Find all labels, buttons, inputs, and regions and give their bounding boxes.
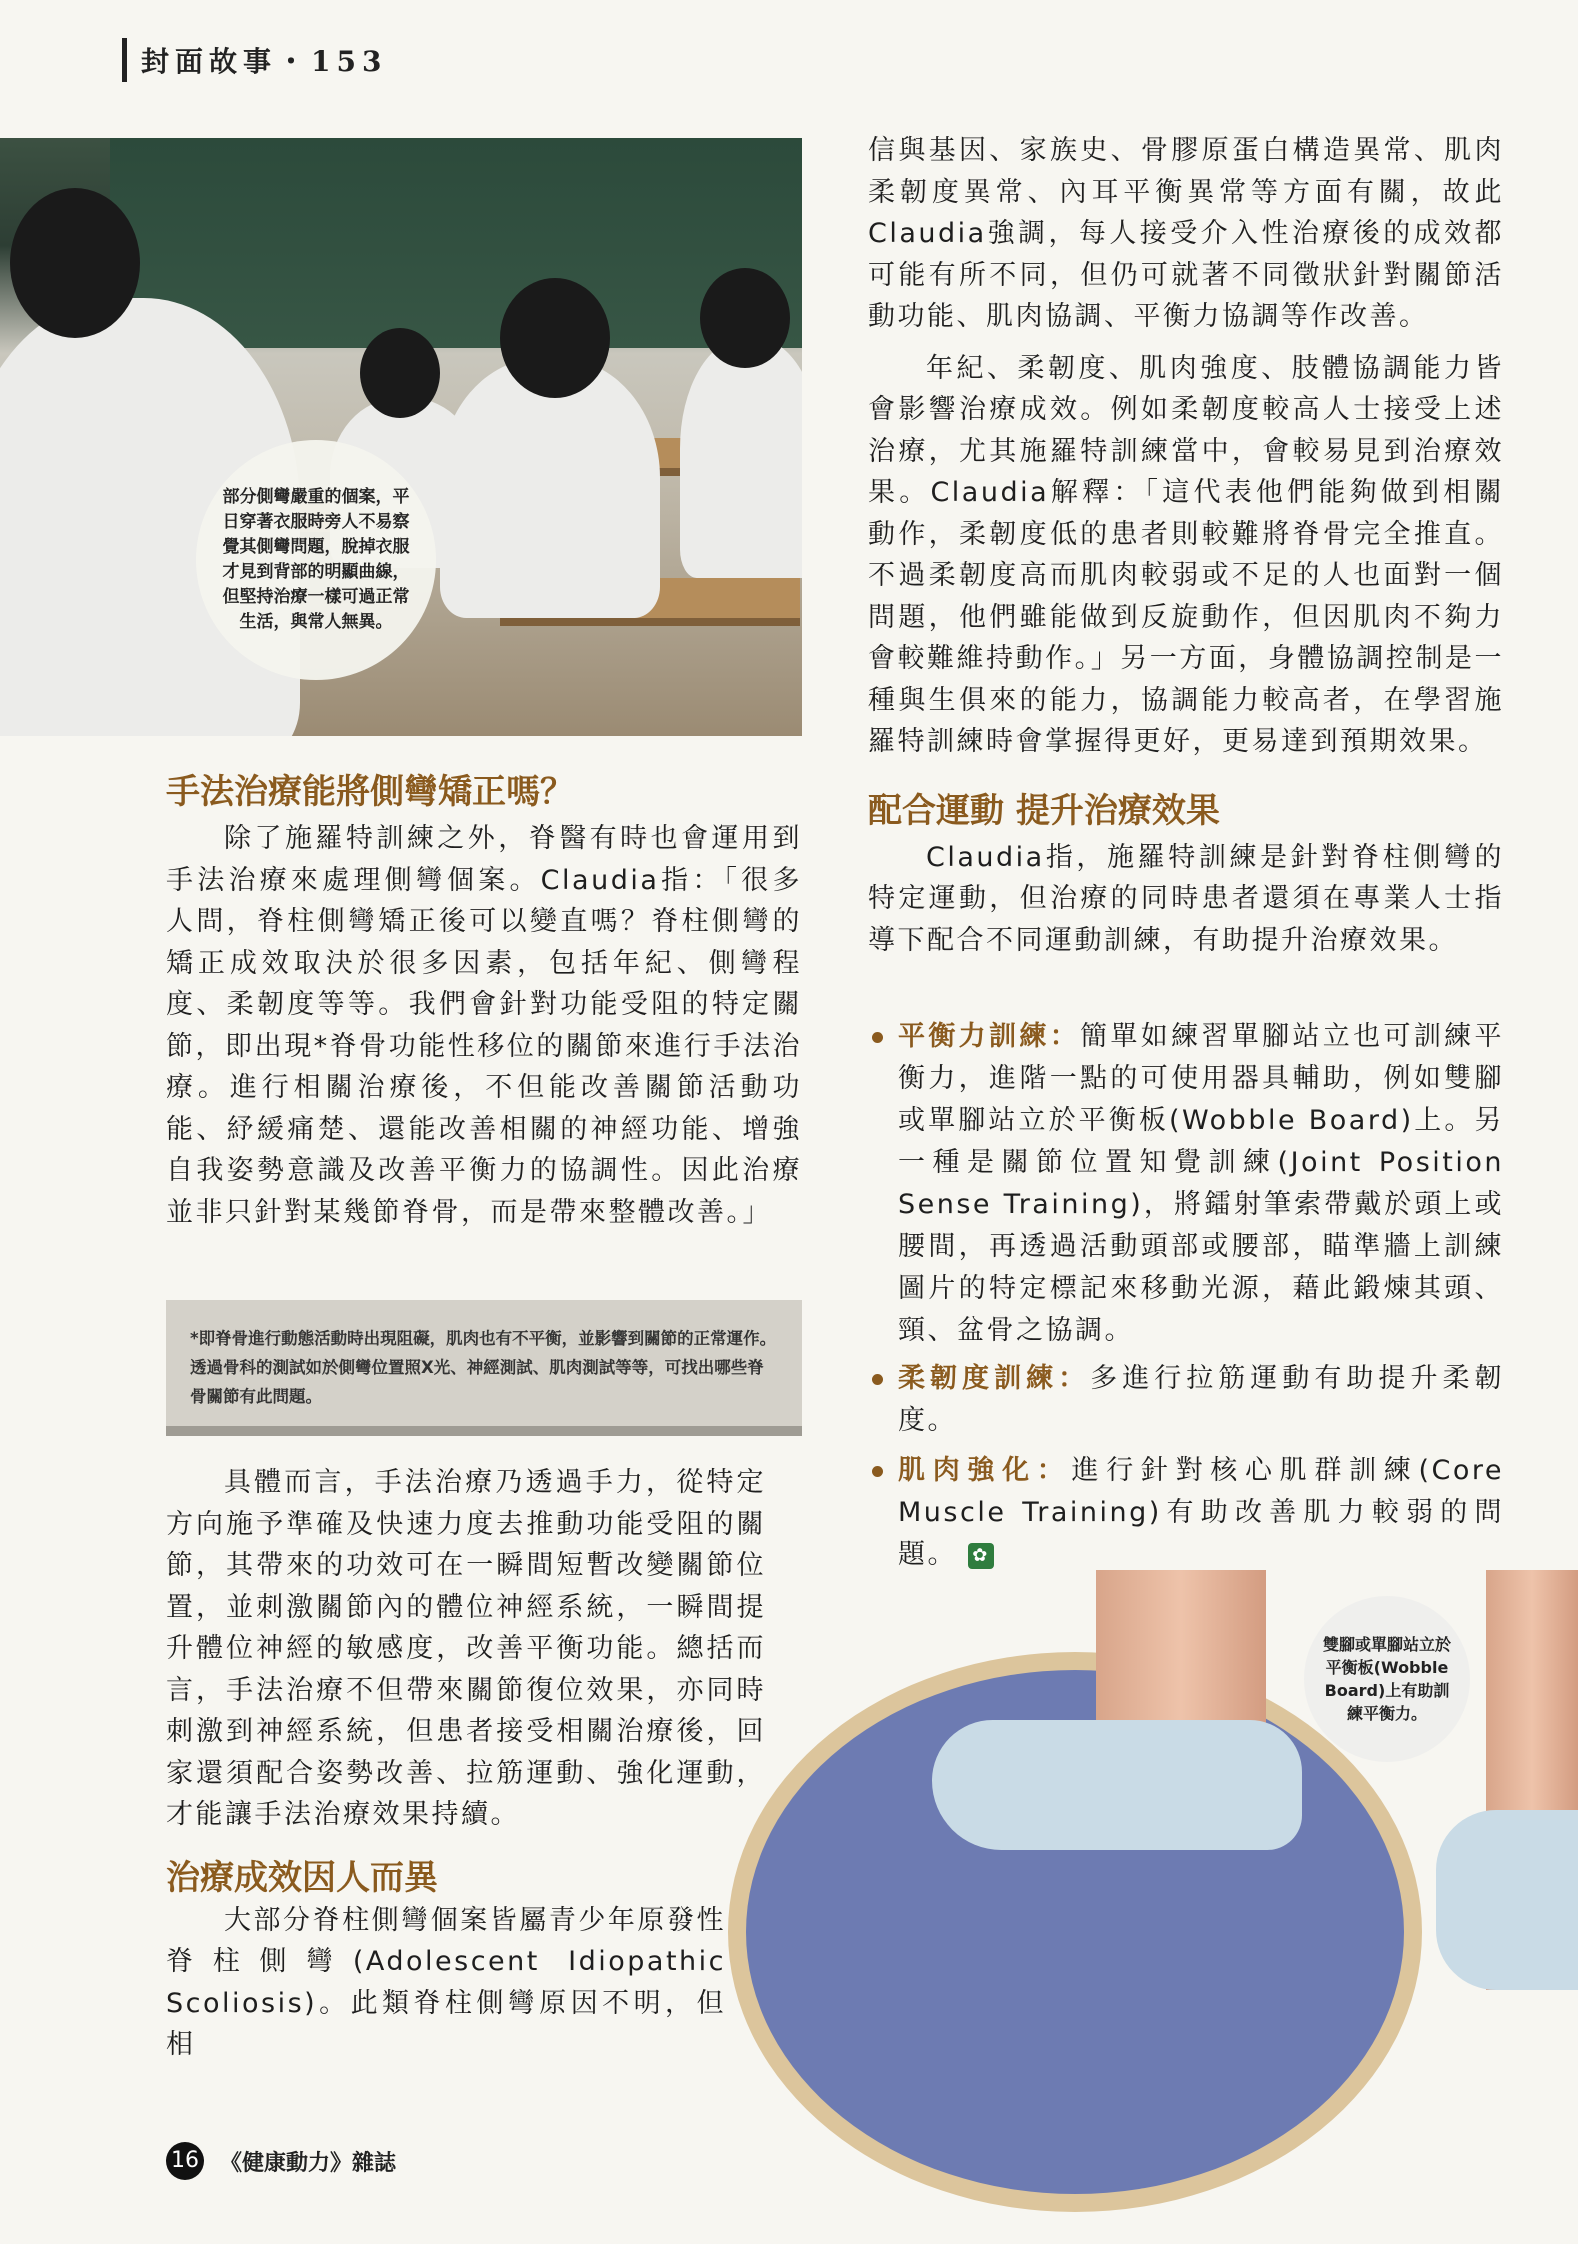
student-head — [10, 188, 140, 338]
bullet-text: 多進行拉筋運動有助提升柔韌度。 — [898, 1363, 1505, 1436]
footnote-box — [166, 1300, 802, 1436]
student — [680, 338, 802, 578]
bullet-muscle-strengthening — [868, 1450, 1504, 1576]
bullet-text: 進行針對核心肌群訓練(Core Muscle Training)有助改善肌力較弱的問題。 — [898, 1455, 1505, 1570]
section-heading-results-vary: 治療成效因人而異 — [166, 1857, 438, 1898]
photo-caption-text: 部分側彎嚴重的個案，平日穿著衣服時旁人不易察覺其側彎問題，脫掉衣服才見到背部的明顯曲線，但堅持治療一樣可過正常生活，與常人無異。 — [222, 487, 410, 632]
bullet-dot — [872, 1466, 883, 1477]
end-mark-icon: ✿ — [968, 1543, 994, 1569]
classroom-photo — [0, 138, 802, 736]
section-heading-manual-therapy: 手法治療能將側彎矯正嗎？ — [166, 772, 574, 812]
bullet-term: 肌肉強化： — [898, 1455, 1072, 1486]
photo-caption — [196, 440, 436, 680]
sock — [932, 1720, 1302, 1850]
board-caption-text: 雙腳或單腳站立於平衡板(Wobble Board)上有助訓練平衡力。 — [1322, 1635, 1451, 1723]
exercise-paragraph: Claudia指，施羅特訓練是針對脊柱側彎的特定運動，但治療的同時患者還須在專業人士指導下配合不同運動訓練，有助提升治療效果。 — [868, 841, 1504, 956]
running-header — [122, 38, 387, 82]
bullet-dot — [872, 1374, 883, 1385]
student-head — [700, 268, 790, 368]
bullet-term: 柔韌度訓練： — [898, 1363, 1091, 1394]
bullet-text: 簡單如練習單腳站立也可訓練平衡力，進階一點的可使用器具輔助，例如雙腳或單腳站立於平衡板(Wobble Board)上。另一種是關節位置知覺訓練(Joint Position Sense Training)，將鐳射筆索帶戴於頭上或腰間，再透過活動頭部或腰部，瞄準牆上訓練圖片的特定標記來移動光源，藉此鍛煉其頭、頸、盆骨之協調。 — [898, 1021, 1505, 1346]
blackboard — [110, 138, 802, 348]
left-column — [166, 770, 802, 1233]
board-caption — [1304, 1596, 1470, 1762]
continued-paragraph: 信與基因、家族史、骨膠原蛋白構造異常、肌肉柔韌度異常、內耳平衡異常等方面有關，故此Claudia強調，每人接受介入性治療後的成效都可能有所不同，但仍可就著不同徵狀針對關節活動功能、肌肉協調、平衡力協調等作改善。 — [868, 135, 1504, 332]
magazine-name: 《健康動力》雜誌 — [220, 2150, 397, 2176]
sock — [1436, 1810, 1578, 1990]
student-head — [360, 328, 440, 418]
page-number: 16 — [166, 2142, 204, 2180]
bullet-balance-training — [868, 1016, 1504, 1352]
bullet-dot — [872, 1032, 883, 1043]
results-vary-paragraph: 大部分脊柱側彎個案皆屬青少年原發性脊柱側彎(Adolescent Idiopathic Scoliosis)。此類脊柱側彎原因不明，但相 — [166, 1904, 726, 2060]
running-title: 封面故事・153 — [141, 45, 388, 78]
factors-paragraph: 年紀、柔韌度、肌肉強度、肢體協調能力皆會影響治療成效。例如柔韌度較高人士接受上述治療，尤其施羅特訓練當中，會較易見到治療效果。Claudia解釋：「這代表他們能夠做到相關動作，柔韌度低的患者則較難將脊骨完全推直。不過柔韌度高而肌肉較弱或不足的人也面對一個問題，他們雖能做到反旋動作，但因肌肉不夠力會較難維持動作。」另一方面，身體協調控制是一種與生俱來的能力，協調能力較高者，在學習施羅特訓練時會掌握得更好，更易達到預期效果。 — [868, 352, 1504, 757]
section-heading-exercise: 配合運動 提升治療效果 — [868, 790, 1220, 831]
footer — [166, 2142, 396, 2180]
bullet-flexibility-training — [868, 1358, 1504, 1442]
manual-therapy-paragraph: 除了施羅特訓練之外，脊醫有時也會運用到手法治療來處理側彎個案。Claudia指：「很多人問，脊柱側彎矯正後可以變直嗎？脊柱側彎的矯正成效取決於很多因素，包括年紀、側彎程度、柔韌度等等。我們會針對功能受阻的特定關節，即出現*脊骨功能性移位的關節來進行手法治療。進行相關治療後，不但能改善關節活動功能、紓緩痛楚、還能改善相關的神經功能、增強自我姿勢意識及改善平衡力的協調性。因此治療並非只針對某幾節脊骨，而是帶來整體改善。」 — [166, 823, 802, 1228]
manual-therapy-paragraph-2: 具體而言，手法治療乃透過手力，從特定方向施予準確及快速力度去推動功能受阻的關節，其帶來的功效可在一瞬間短暫改變關節位置，並刺激關節內的體位神經系統，一瞬間提升體位神經的敏感度，改善平衡功能。總括而言，手法治療不但帶來關節復位效果，亦同時刺激到神經系統，但患者接受相關治療後，回家還須配合姿勢改善、拉筋運動、強化運動，才能讓手法治療效果持續。 — [166, 1467, 766, 1830]
footnote-text: *即脊骨進行動態活動時出現阻礙，肌肉也有不平衡，並影響到關節的正常運作。透過骨科的測試如於側彎位置照X光、神經測試、肌肉測試等等，可找出哪些脊骨關節有此問題。 — [190, 1329, 777, 1406]
right-column — [868, 130, 1504, 961]
bullet-term: 平衡力訓練： — [898, 1021, 1081, 1052]
student-head — [500, 278, 610, 398]
header-bar — [122, 38, 127, 82]
